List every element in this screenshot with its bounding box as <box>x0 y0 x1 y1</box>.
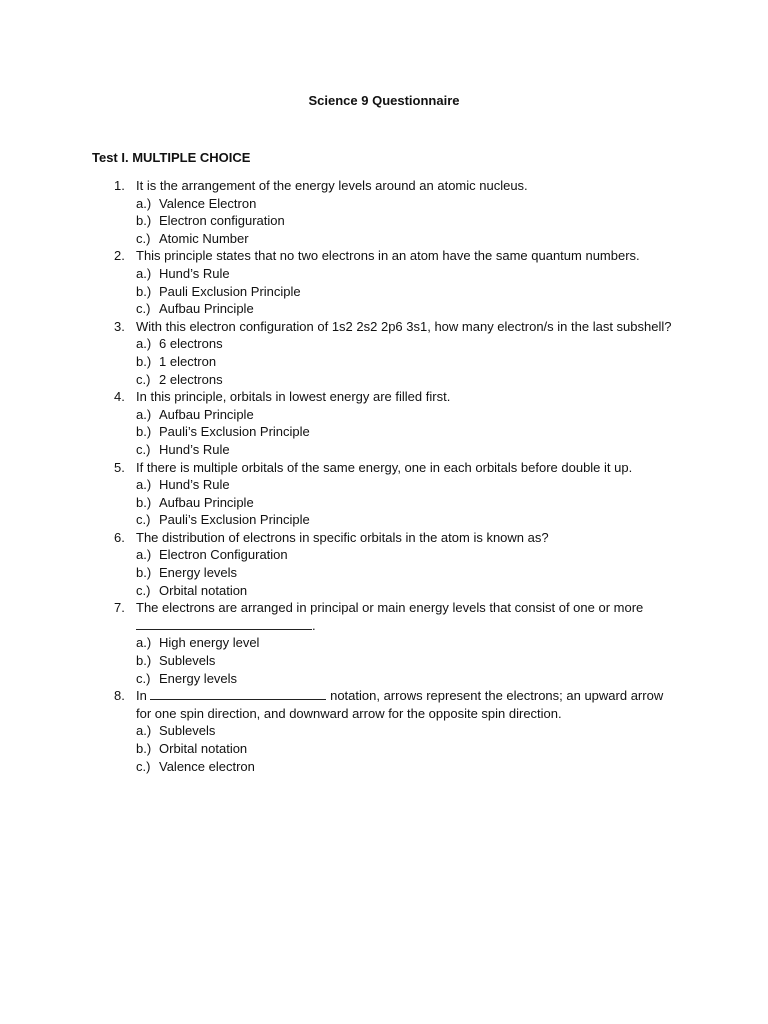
option-4a <box>0 406 768 424</box>
option-text: 2 electrons <box>159 371 223 387</box>
option-text: Energy levels <box>159 565 238 581</box>
question-text-line1: The electrons are arranged in principal or main energy levels that consist of one or more <box>136 600 644 616</box>
option-letter: a.) <box>136 195 152 211</box>
option-letter: a.) <box>136 635 152 651</box>
option-2b <box>0 283 768 301</box>
option-3a <box>0 335 768 353</box>
option-letter: b.) <box>136 653 152 669</box>
option-text: Atomic Number <box>159 230 249 246</box>
option-5c <box>0 511 768 529</box>
option-3b <box>0 353 768 371</box>
option-3c <box>0 371 768 389</box>
question-list <box>0 177 768 775</box>
question-6 <box>0 529 768 547</box>
option-letter: a.) <box>136 723 152 739</box>
option-text: Sublevels <box>159 653 216 669</box>
section-heading: Test I. MULTIPLE CHOICE <box>92 150 251 165</box>
question-1 <box>0 177 768 195</box>
option-text: High energy level <box>159 635 260 651</box>
option-letter: b.) <box>136 424 152 440</box>
option-6b <box>0 564 768 582</box>
option-7c <box>0 670 768 688</box>
option-6c <box>0 582 768 600</box>
option-letter: a.) <box>136 336 152 352</box>
question-5 <box>0 459 768 477</box>
document-title: Science 9 Questionnaire <box>308 93 460 108</box>
option-text: Valence electron <box>159 758 255 774</box>
option-letter: b.) <box>136 565 152 581</box>
option-letter: b.) <box>136 494 152 510</box>
option-letter: c.) <box>136 582 151 598</box>
option-letter: b.) <box>136 353 152 369</box>
option-letter: b.) <box>136 213 152 229</box>
question-text-start: In <box>136 688 147 704</box>
question-number: 1. <box>114 178 125 193</box>
option-text: Aufbau Principle <box>159 406 254 422</box>
option-2c <box>0 300 768 318</box>
question-number: 2. <box>114 248 125 264</box>
option-letter: b.) <box>136 283 152 299</box>
option-text: Pauli Exclusion Principle <box>159 283 301 299</box>
option-4c <box>0 441 768 459</box>
question-8 <box>0 687 768 722</box>
option-text: Electron Configuration <box>159 547 288 563</box>
question-text <box>136 599 676 634</box>
question-number: 5. <box>114 459 125 475</box>
answer-blank <box>136 617 312 630</box>
option-letter: c.) <box>136 512 151 528</box>
question-4 <box>0 388 768 406</box>
option-letter: a.) <box>136 265 152 281</box>
option-1a <box>0 195 768 213</box>
option-letter: a.) <box>136 406 152 422</box>
option-4b <box>0 423 768 441</box>
option-letter: c.) <box>136 301 151 317</box>
option-5b <box>0 494 768 512</box>
option-8c <box>0 758 768 776</box>
option-text: 1 electron <box>159 353 217 369</box>
option-text: Orbital notation <box>159 741 248 756</box>
question-number: 8. <box>114 688 125 704</box>
option-text: Hund’s Rule <box>159 477 230 493</box>
question-number: 3. <box>114 318 125 334</box>
option-letter: b.) <box>136 741 152 756</box>
question-text: It is the arrangement of the energy levels around an atomic nucleus. <box>136 178 528 193</box>
question-2 <box>0 247 768 265</box>
option-text: Hund’s Rule <box>159 265 230 281</box>
option-letter: a.) <box>136 477 152 493</box>
question-text: This principle states that no two electrons in an atom have the same quantum numbers. <box>136 248 640 264</box>
option-text: Pauli’s Exclusion Principle <box>159 424 310 440</box>
question-text-end: . <box>312 617 316 633</box>
option-text: Orbital notation <box>159 582 248 598</box>
question-number: 6. <box>114 529 125 545</box>
option-7a <box>0 634 768 652</box>
question-7 <box>0 599 768 634</box>
option-text: 6 electrons <box>159 336 223 352</box>
question-text: The distribution of electrons in specific orbitals in the atom is known as? <box>136 529 549 545</box>
option-letter: c.) <box>136 230 151 246</box>
question-text: With this electron configuration of 1s2 2s2 2p6 3s1, how many electron/s in the last subshell? <box>136 318 672 334</box>
question-text: If there is multiple orbitals of the same energy, one in each orbitals before double it up. <box>136 459 633 475</box>
question-text-rest: notation, arrows represent the electrons; an upward arrow for one spin direction, and downward arrow for the opposite spin direction. <box>136 688 664 721</box>
option-8b <box>0 740 768 758</box>
option-2a <box>0 265 768 283</box>
option-letter: c.) <box>136 758 151 774</box>
option-text: Energy levels <box>159 670 238 686</box>
question-number: 4. <box>114 389 125 405</box>
option-letter: c.) <box>136 371 151 387</box>
option-text: Electron configuration <box>159 213 285 229</box>
option-7b <box>0 652 768 670</box>
question-number: 7. <box>114 600 125 616</box>
question-text: In this principle, orbitals in lowest energy are filled first. <box>136 389 451 405</box>
option-6a <box>0 546 768 564</box>
question-text <box>136 687 676 722</box>
option-text: Aufbau Principle <box>159 301 254 317</box>
option-text: Hund’s Rule <box>159 441 230 457</box>
option-text: Valence Electron <box>159 195 257 211</box>
option-1c <box>0 230 768 248</box>
option-letter: c.) <box>136 441 151 457</box>
option-text: Aufbau Principle <box>159 494 254 510</box>
option-1b <box>0 212 768 230</box>
option-text: Sublevels <box>159 723 216 739</box>
option-5a <box>0 476 768 494</box>
option-8a <box>0 722 768 740</box>
option-text: Pauli’s Exclusion Principle <box>159 512 310 528</box>
answer-blank <box>150 687 326 700</box>
question-3 <box>0 318 768 336</box>
option-letter: c.) <box>136 670 151 686</box>
option-letter: a.) <box>136 547 152 563</box>
